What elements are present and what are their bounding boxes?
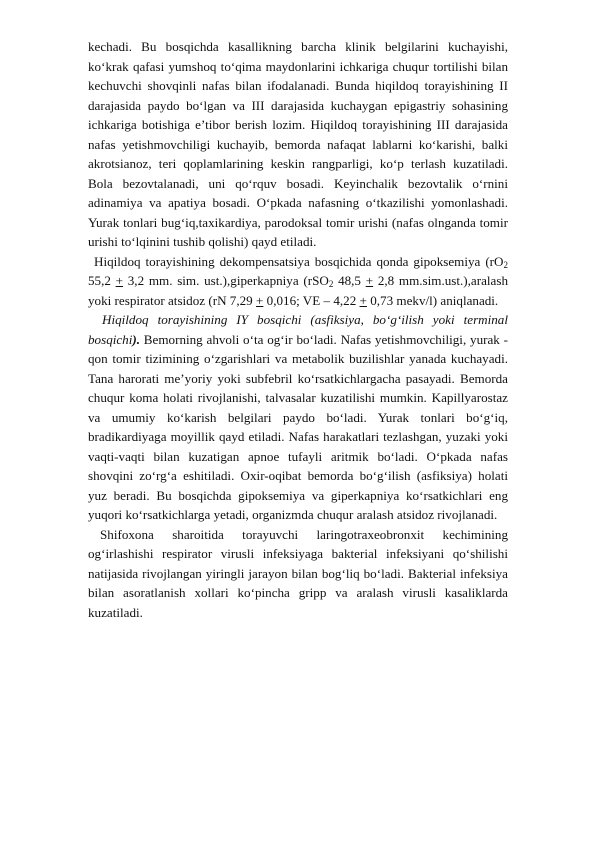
- text-segment: 55,2: [88, 273, 116, 288]
- paragraph-asphyxia-stage: [88, 310, 508, 525]
- subscript: 2: [328, 279, 334, 289]
- paragraph-stage-three: kechadi. Bu bosqichda kasallikning barcha klinik belgilarini kuchayishi, ko‘krak qafasi yumshoq to‘qima maydonlarini ichkariga chuqur tortilishi bilan kechuvchi shovqinli nafas bilan ifodalanadi. Bunda hiqildoq torayishining II darajasida paydo bo‘lgan va III darajasida kuchaygan epigastriy sohasining ichkariga botishiga e’tibor berish lozim. Hiqildoq torayishining III darajasida nafas yetishmovchiligi kuchayib, bemorda nafaqat lablarni ko‘karishi, balki akrotsianoz, teri qoplamlarining keskin rangparligi, ko‘p terlash kuzatiladi. Bola bezovtalanadi, uni qo‘rquv bosadi. Keyinchalik bezovtalik o‘rnini adinamiya va apatiya bosadi. O‘pkada nafasning o‘tkazilishi yomonlashadi. Yurak tonlari bug‘iq,taxikardiya, parodoksal tomir urishi (nafas olnganda tomir urishi to‘lqinini tushib qolishi) qayd etiladi.: [88, 39, 508, 249]
- plus-minus-sign: +: [365, 273, 374, 288]
- paragraph-hospital-conditions: Shifoxona sharoitida torayuvchi laringotraxeobronxit kechimining og‘irlashishi respirator virusli infeksiyaga bakterial infeksiyani qo‘shilishi natijasida rivojlangan yiringli jarayon bilan bog‘liq bo‘ladi. Bakterial infeksiya bilan asoratlanish xollari ko‘pincha gripp va aralash virusli kasaliklarda kuzatiladi.: [88, 526, 508, 620]
- paragraph-body: Bemorning ahvoli o‘ta og‘ir bo‘ladi. Nafas yetishmovchiligi, yurak - qon tomir tizimining o‘zgarishlari va metabolik buzilishlar yanada kuchayadi. Tana harorati me’yoriy yoki subfebril ko‘rsatkichlargacha pasayadi. Bemorda chuqur koma holati rivojlanishi, talvasalar kuzatilishi mumkin. Kapillyarostaz va umumiy ko‘karish belgilari paydo bo‘ladi. Yurak tonlari bo‘g‘iq, bradikardiyaga moyillik qayd etiladi. Nafas harakatlari tezlashgan, yuzaki yoki vaqti-vaqti bilan kuzatigan apnoe tufayli aritmik bo‘ladi. O‘pkada nafas shovqini zo‘rg‘a eshitiladi. Oxir-oqibat bemorda bo‘g‘ilish (asfiksiya) holati yuz beradi. Bu bosqichda gipoksemiya va giperkapniya ko‘rsatkichlari eng yuqori ko‘rsatkichlarga yetadi, organizmda chuqur aralash atsidoz rivojlanadi.: [88, 331, 508, 522]
- stage-heading: Hiqildoq torayishining IY bosqichi (asfiksiya, bo‘g‘ilish yoki terminal bosqichi: [88, 312, 508, 347]
- text-segment: 48,5: [333, 273, 366, 288]
- stage-heading-end: ).: [132, 331, 141, 347]
- plus-minus-sign: +: [115, 273, 124, 288]
- text-segment: 2,8 mm.sim.ust.),aralash yoki respirator atsidoz (rN 7,29: [88, 273, 508, 308]
- plus-minus-sign: +: [256, 292, 264, 308]
- subscript: 2: [503, 259, 508, 270]
- paragraph-decompensation-stage: [88, 252, 508, 311]
- text-segment: Hiqildoq torayishining dekompensatsiya bosqichida qonda gipoksemiya (rO: [94, 253, 504, 269]
- document-page: [88, 37, 508, 622]
- text-segment: 0,73 mekv/l) aniqlanadi.: [366, 292, 499, 308]
- text-segment: 0,016; VE – 4,22: [263, 292, 360, 308]
- text-segment: 3,2 mm. sim. ust.),giperkapniya (rSO: [123, 273, 329, 288]
- plus-minus-sign: +: [359, 292, 367, 308]
